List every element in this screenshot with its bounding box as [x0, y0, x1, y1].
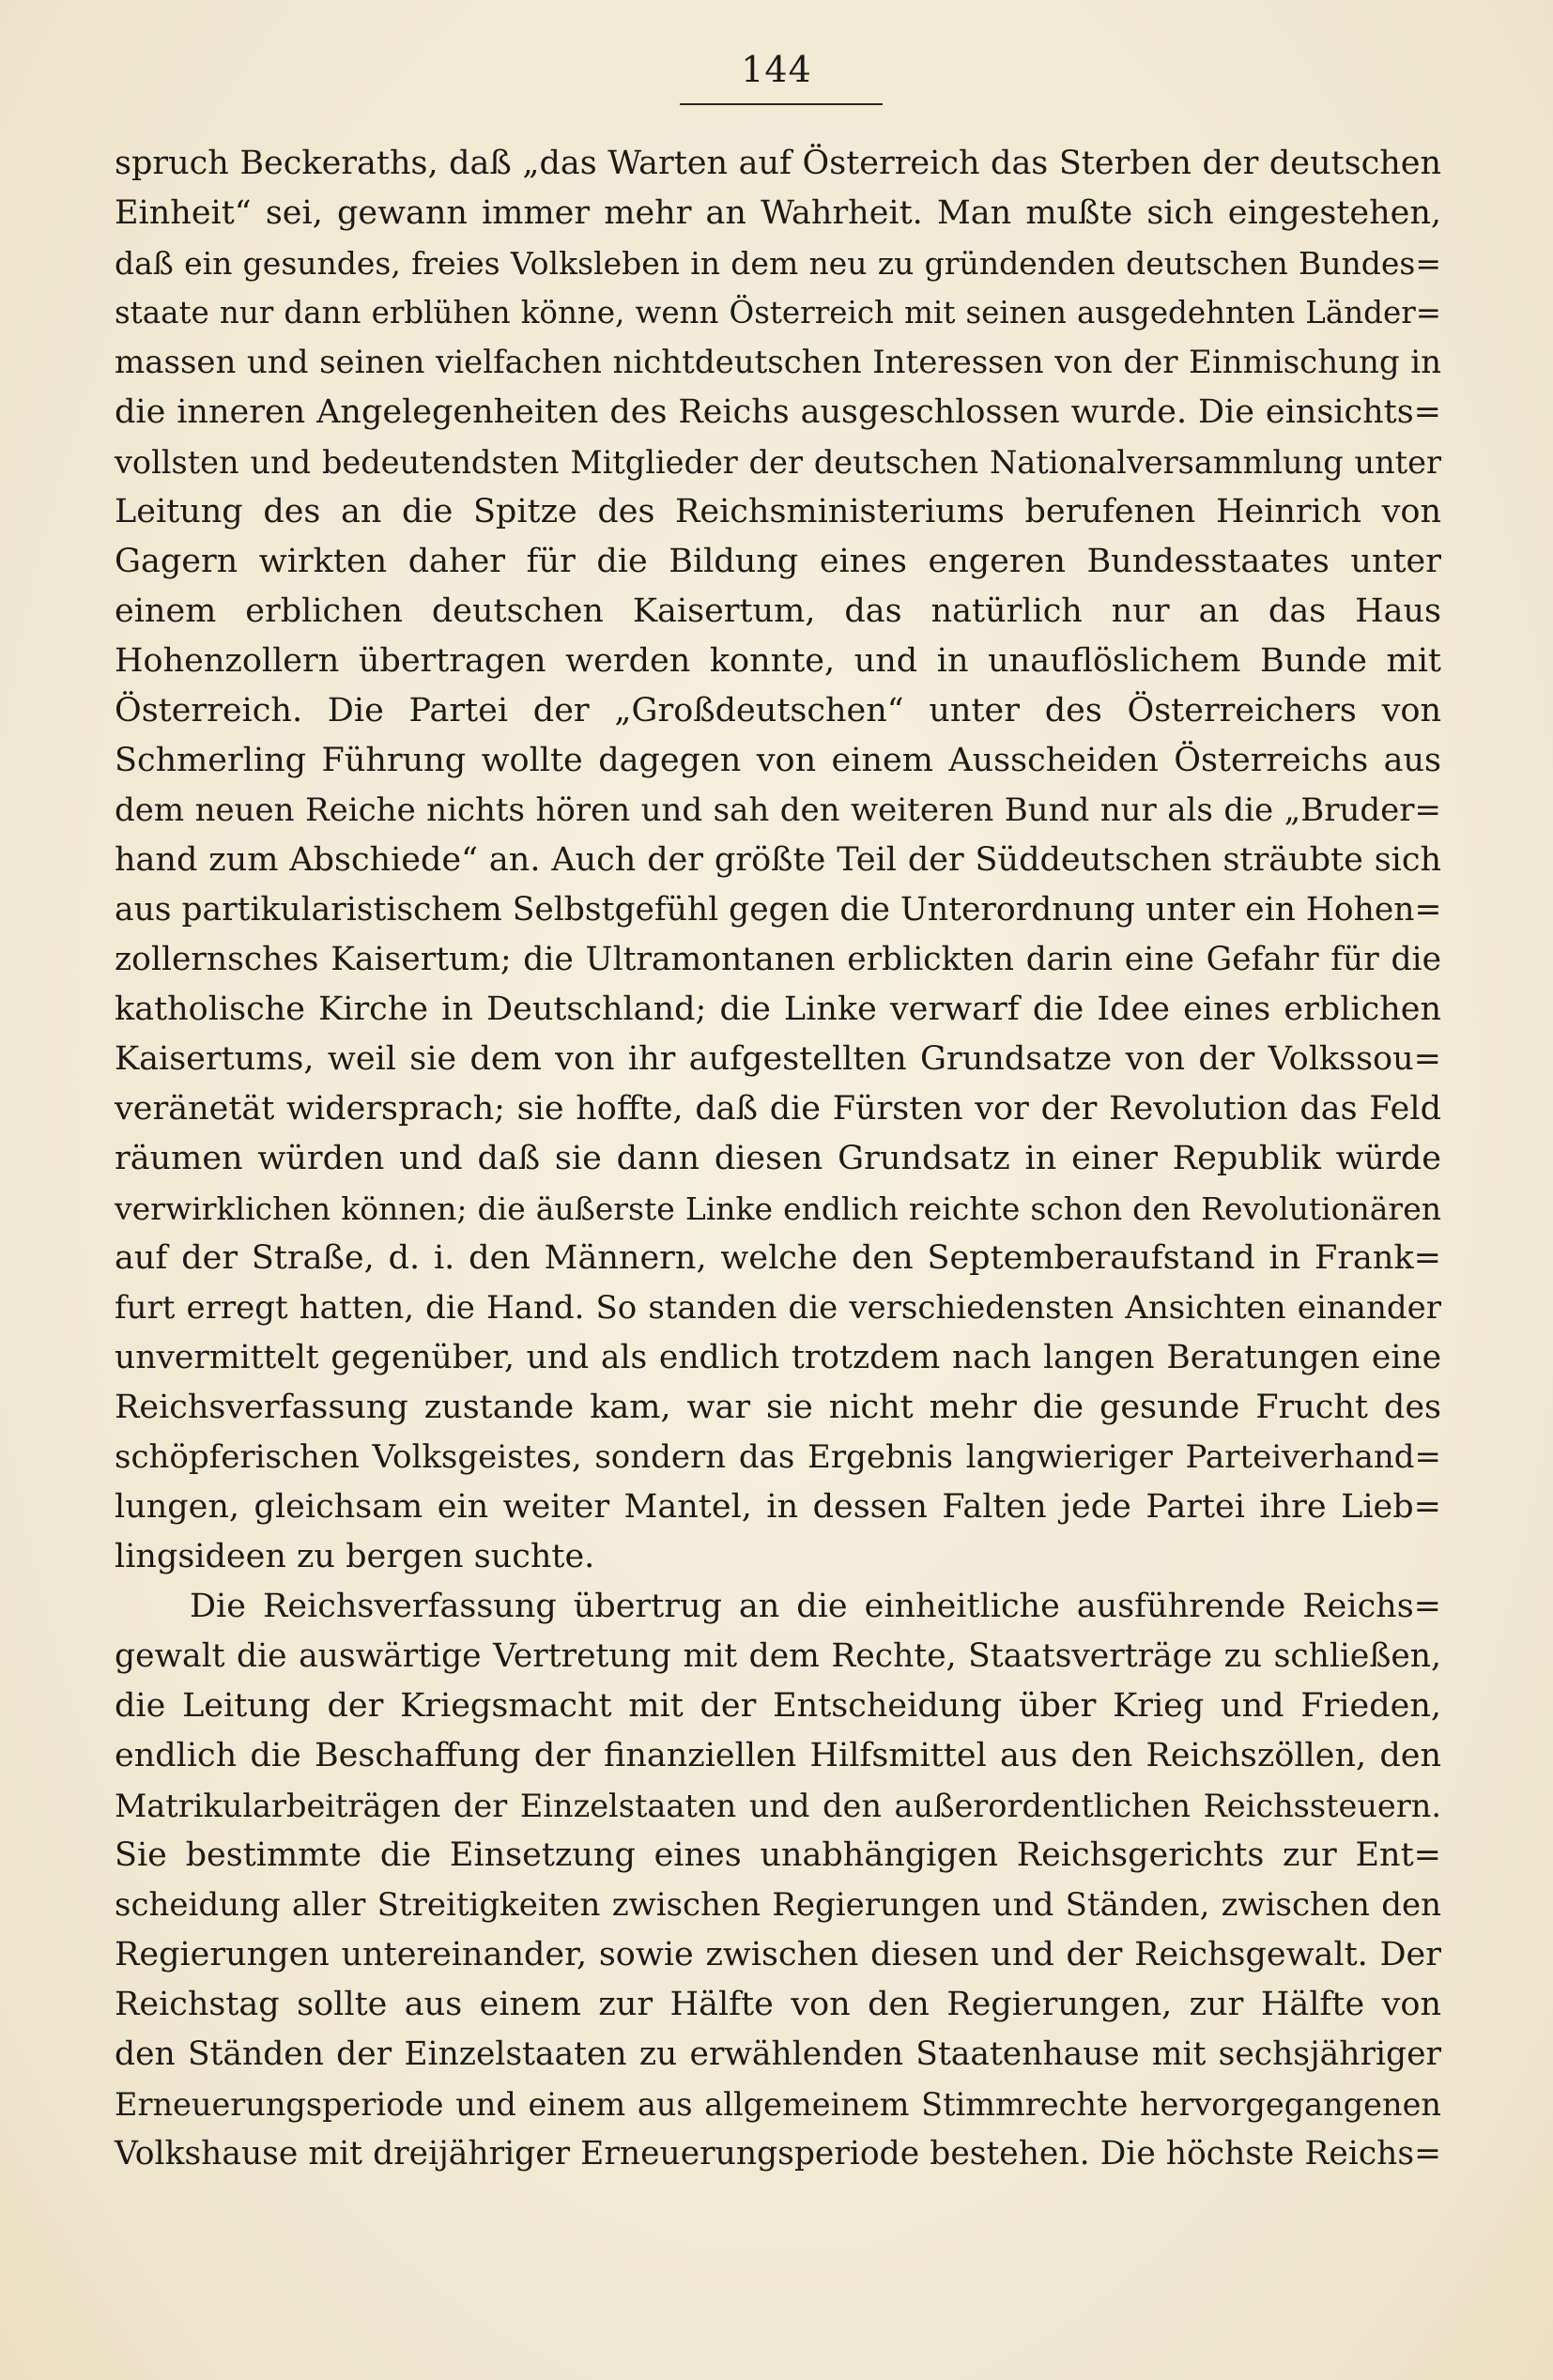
- text-line: staate nur dann erblühen könne, wenn Österreich mit seinen ausgedehnten Länder=: [115, 295, 1441, 330]
- text-line: spruch Beckeraths, daß „das Warten auf Österreich das Sterben der deutschen: [115, 145, 1441, 182]
- text-line: einem erblichen deutschen Kaisertum, das natürlich nur an das Haus: [115, 592, 1441, 630]
- text-line: Einheit“ sei, gewann immer mehr an Wahrheit. Man mußte sich eingestehen,: [115, 194, 1441, 232]
- text-line: Reichsverfassung zustande kam, war sie nicht mehr die gesunde Frucht des: [115, 1389, 1441, 1426]
- text-line: Leitung des an die Spitze des Reichsministeriums berufenen Heinrich von: [115, 493, 1441, 530]
- text-line: Sie bestimmte die Einsetzung eines unabhängigen Reichsgerichts zur Ent=: [115, 1836, 1441, 1874]
- text-line: die inneren Angelegenheiten des Reichs ausgeschlossen wurde. Die einsichts=: [115, 393, 1441, 431]
- header-rule: [680, 103, 883, 105]
- paragraph-1: [115, 139, 1441, 1582]
- text-line: dem neuen Reiche nichts hören und sah den weiteren Bund nur als die „Bruder=: [115, 791, 1441, 829]
- text-line: räumen würden und daß sie dann diesen Grundsatz in einer Republik würde: [115, 1140, 1441, 1177]
- text-line: auf der Straße, d. i. den Männern, welche den Septemberaufstand in Frank=: [115, 1239, 1441, 1277]
- text-line: massen und seinen vielfachen nichtdeutschen Interessen von der Einmischung in: [115, 344, 1441, 381]
- text-line: die Leitung der Kriegsmacht mit der Entscheidung über Krieg und Frieden,: [115, 1687, 1441, 1725]
- text-line: lungen, gleichsam ein weiter Mantel, in dessen Falten jede Partei ihre Lieb=: [115, 1488, 1441, 1526]
- text-line: endlich die Beschaffung der finanziellen Hilfsmittel aus den Reichszöllen, den: [115, 1737, 1441, 1774]
- text-line: Die Reichsverfassung übertrug an die einheitliche ausführende Reichs=: [190, 1588, 1441, 1625]
- body-text: [115, 139, 1441, 2179]
- text-line: vollsten und bedeutendsten Mitglieder der deutschen Nationalversammlung unter: [115, 444, 1441, 481]
- text-line: schöpferischen Volksgeistes, sondern das Ergebnis langwieriger Parteiverhand=: [115, 1438, 1441, 1476]
- page-number: 144: [741, 49, 812, 90]
- text-line: katholische Kirche in Deutschland; die Linke verwarf die Idee eines erblichen: [115, 990, 1441, 1028]
- text-line: Erneuerungsperiode und einem aus allgemeinem Stimmrechte hervorgegangenen: [115, 2086, 1441, 2123]
- text-line: furt erregt hatten, die Hand. So standen die verschiedensten Ansichten einander: [115, 1289, 1441, 1327]
- text-line: Hohenzollern übertragen werden konnte, und in unauflöslichem Bunde mit: [115, 642, 1441, 680]
- text-line: hand zum Abschiede“ an. Auch der größte Teil der Süddeutschen sträubte sich: [115, 841, 1441, 879]
- text-line: Volkshause mit dreijähriger Erneuerungsperiode bestehen. Die höchste Reichs=: [115, 2135, 1441, 2173]
- text-line: Matrikularbeiträgen der Einzelstaaten und den außerordentlichen Reichssteuern.: [115, 1788, 1441, 1824]
- text-line: gewalt die auswärtige Vertretung mit dem Rechte, Staatsverträge zu schließen,: [115, 1637, 1441, 1675]
- text-line: Österreich. Die Partei der „Großdeutschen“ unter des Österreichers von: [115, 692, 1441, 729]
- text-line: scheidung aller Streitigkeiten zwischen Regierungen und Ständen, zwischen den: [115, 1886, 1441, 1924]
- text-line: Reichstag sollte aus einem zur Hälfte von den Regierungen, zur Hälfte von: [115, 1986, 1441, 2023]
- text-line: daß ein gesundes, freies Volksleben in dem neu zu gründenden deutschen Bundes=: [115, 245, 1441, 282]
- text-line: unvermittelt gegenüber, und als endlich trotzdem nach langen Beratungen eine: [115, 1339, 1441, 1376]
- text-line: Kaisertums, weil sie dem von ihr aufgestellten Grundsatze von der Volkssou=: [115, 1040, 1441, 1078]
- text-line: den Ständen der Einzelstaaten zu erwählenden Staatenhause mit sechsjähriger: [115, 2035, 1441, 2073]
- text-line: veränetät widersprach; sie hoffte, daß die Fürsten vor der Revolution das Feld: [115, 1090, 1441, 1128]
- text-line: Regierungen untereinander, sowie zwischen diesen und der Reichsgewalt. Der: [115, 1936, 1441, 1973]
- text-line: Gagern wirkten daher für die Bildung eines engeren Bundesstaates unter: [115, 543, 1441, 580]
- text-line: verwirklichen können; die äußerste Linke endlich reichte schon den Revolutionären: [115, 1190, 1441, 1227]
- text-line: lingsideen zu bergen suchte.: [115, 1538, 595, 1575]
- text-line: zollernsches Kaisertum; die Ultramontanen erblickten darin eine Gefahr für die: [115, 941, 1441, 978]
- paragraph-2: [115, 1582, 1441, 2179]
- text-line: Schmerling Führung wollte dagegen von einem Ausscheiden Österreichs aus: [115, 742, 1441, 779]
- text-line: aus partikularistischem Selbstgefühl gegen die Unterordnung unter ein Hohen=: [115, 891, 1442, 929]
